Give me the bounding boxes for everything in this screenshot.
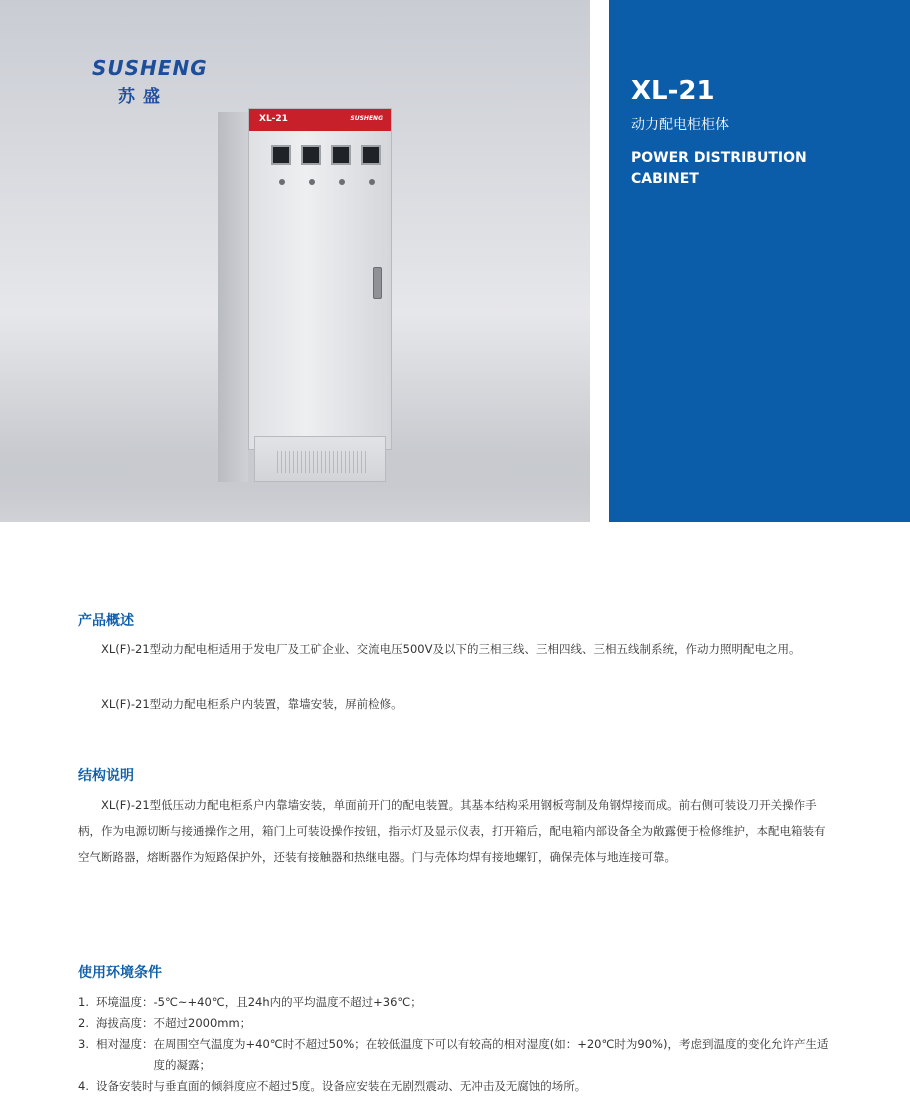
list-item-label: 相对湿度： [96, 1037, 154, 1051]
list-item-number: 3. [78, 1037, 89, 1051]
cabinet-illustration [216, 108, 396, 488]
meter-icon [331, 145, 351, 165]
product-name-en [631, 148, 807, 190]
list-item-number: 2. [78, 1016, 89, 1030]
list-item-text: 在周围空气温度为+40℃时不超过50%；在较低温度下可以有较高的相对湿度(如：+20℃时为90%)，考虑到温度的变化允许产生适度的凝露； [153, 1037, 829, 1072]
door-handle-icon [373, 267, 382, 299]
overview-paragraph-1: XL(F)-21型动力配电柜适用于发电厂及工矿企业、交流电压500V及以下的三相三线、三相四线、三相五线制系统，作动力照明配电之用。 [101, 642, 801, 656]
list-item [78, 1034, 838, 1076]
list-item [78, 1076, 838, 1097]
product-name-en-line2: CABINET [631, 171, 699, 187]
logo-text-cn: 苏盛 [118, 87, 168, 107]
section-title-overview: 产品概述 [78, 613, 134, 629]
list-item-text: 不超过2000mm； [153, 1016, 252, 1030]
structure-paragraph: XL(F)-21型低压动力配电柜系户内靠墙安装，单面前开门的配电装置。其基本结构采用钢板弯制及角钢焊接而成。前右侧可装设刀开关操作手柄，作为电源切断与接通操作之用，箱门上可装设操作按钮，指示灯及显示仪表，打开箱后，配电箱内部设备全为敞露便于检修维护，本配电箱装有空气断路器，熔断器作为短路保护外，还装有接触器和热继电器。门与壳体均焊有接地螺钉，确保壳体与地连接可靠。 [78, 798, 826, 864]
environment-list [78, 992, 838, 1097]
list-item-number: 4. [78, 1079, 89, 1093]
indicator-light-icon [309, 179, 315, 185]
section-title-structure: 结构说明 [78, 768, 134, 784]
indicator-light-icon [279, 179, 285, 185]
meter-icon [361, 145, 381, 165]
section-title-environment: 使用环境条件 [78, 965, 162, 981]
list-item-text: 设备安装时与垂直面的倾斜度应不超过5度。设备应安装在无剧烈震动、无冲击及无腐蚀的场所。 [96, 1079, 587, 1093]
indicator-light-icon [339, 179, 345, 185]
cabinet-base [254, 436, 386, 482]
list-item-label: 海拔高度： [96, 1016, 154, 1030]
overview-paragraph-2: XL(F)-21型动力配电柜系户内装置，靠墙安装，屏前检修。 [101, 697, 403, 711]
list-item-number: 1. [78, 995, 89, 1009]
brand-logo [78, 52, 218, 112]
logo-text-en: SUSHENG [92, 56, 208, 80]
list-item [78, 992, 838, 1013]
indicator-light-icon [369, 179, 375, 185]
cabinet-door [248, 108, 392, 450]
cabinet-label-model: XL-21 [259, 114, 288, 124]
list-item [78, 1013, 838, 1034]
product-photo [0, 0, 590, 522]
list-item-text: -5℃~+40℃，且24h内的平均温度不超过+36℃； [153, 995, 422, 1009]
cabinet-label-bar [249, 109, 391, 131]
cabinet-label-brand: SUSHENG [350, 115, 383, 122]
title-panel [609, 0, 910, 522]
product-name-en-line1: POWER DISTRIBUTION [631, 150, 807, 166]
cabinet-side [218, 112, 248, 482]
meter-icon [301, 145, 321, 165]
meter-icon [271, 145, 291, 165]
vent-grille [277, 451, 367, 473]
product-model: XL-21 [631, 76, 715, 106]
product-name-cn: 动力配电柜柜体 [631, 117, 729, 133]
list-item-label: 环境温度： [96, 995, 154, 1009]
